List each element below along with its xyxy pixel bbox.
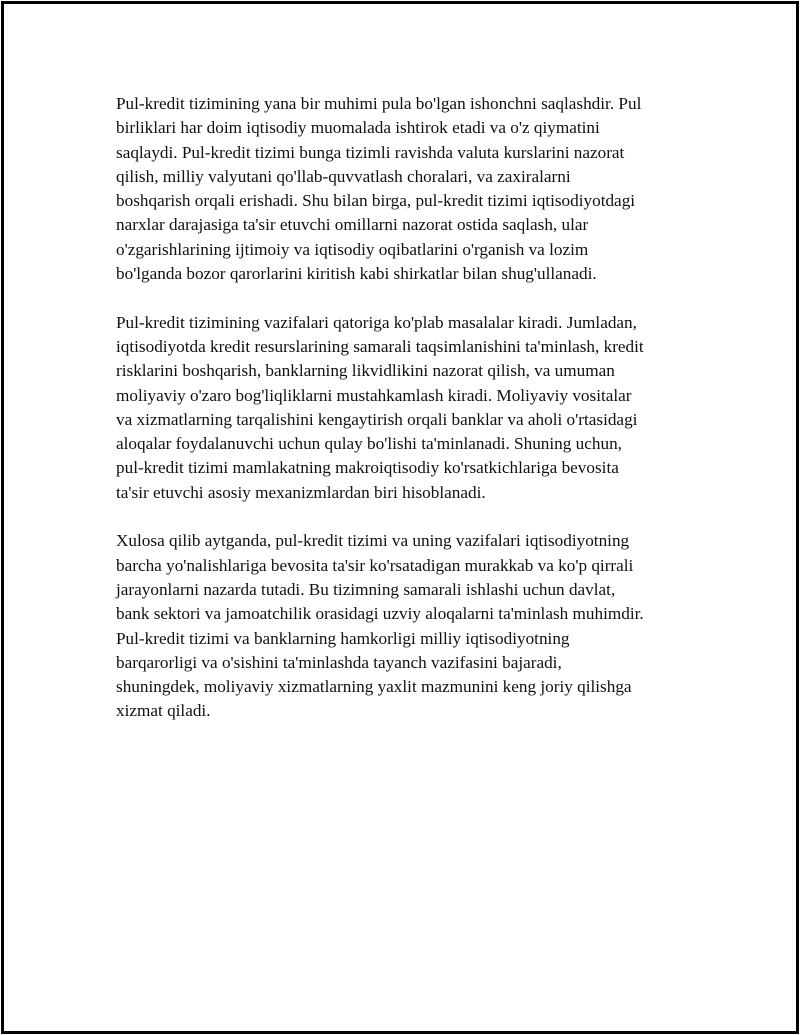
text-line: barqarorligi va o'sishini ta'minlashda tayanch vazifasini bajaradi,: [116, 652, 562, 672]
text-line: barcha yo'nalishlariga bevosita ta'sir ko'rsatadigan murakkab va ko'p qirrali: [116, 555, 634, 575]
text-line: Pul-kredit tizimining vazifalari qatoriga ko'plab masalalar kiradi. Jumladan,: [116, 312, 637, 332]
text-line: aloqalar foydalanuvchi uchun qulay bo'lishi ta'minlanadi. Shuning uchun,: [116, 434, 622, 454]
text-line: jarayonlarni nazarda tutadi. Bu tizimning samarali ishlashi uchun davlat,: [116, 579, 616, 599]
text-line: Xulosa qilib aytganda, pul-kredit tizimi va uning vazifalari iqtisodiyotning: [116, 531, 630, 551]
text-line: birliklari har doim iqtisodiy muomalada ishtirok etadi va o'z qiymatini: [116, 118, 600, 138]
text-line: pul-kredit tizimi mamlakatning makroiqtisodiy ko'rsatkichlariga bevosita: [116, 458, 619, 478]
text-line: xizmat qiladi.: [116, 701, 211, 721]
text-line: va xizmatlarning tarqalishini kengaytirish orqali banklar va aholi o'rtasidagi: [116, 409, 638, 429]
text-line: o'zgarishlarining ijtimoiy va iqtisodiy oqibatlarini o'rganish va lozim: [116, 239, 589, 259]
text-line: boshqarish orqali erishadi. Shu bilan birga, pul-kredit tizimi iqtisodiyotdagi: [116, 191, 636, 211]
text-line: saqlaydi. Pul-kredit tizimi bunga tizimli ravishda valuta kurslarini nazorat: [116, 142, 625, 162]
document-body: [116, 92, 696, 748]
paragraph-3: [116, 529, 696, 723]
text-line: shuningdek, moliyaviy xizmatlarning yaxlit mazmunini keng joriy qilishga: [116, 677, 632, 697]
text-line: Pul-kredit tizimi va banklarning hamkorligi milliy iqtisodiyotning: [116, 628, 570, 648]
text-line: iqtisodiyotda kredit resurslarining samarali taqsimlanishini ta'minlash, kredit: [116, 336, 644, 356]
text-line: ta'sir etuvchi asosiy mexanizmlardan biri hisoblanadi.: [116, 482, 486, 502]
text-line: risklarini boshqarish, banklarning likvidlikini nazorat qilish, va umuman: [116, 361, 615, 381]
text-line: bo'lganda bozor qarorlarini kiritish kabi shirkatlar bilan shug'ullanadi.: [116, 264, 597, 284]
paragraph-1: [116, 92, 696, 286]
paragraph-2: [116, 311, 696, 505]
text-line: narxlar darajasiga ta'sir etuvchi omillarni nazorat ostida saqlash, ular: [116, 215, 589, 235]
text-line: bank sektori va jamoatchilik orasidagi uzviy aloqalarni ta'minlash muhimdir.: [116, 604, 644, 624]
text-line: moliyaviy o'zaro bog'liqliklarni mustahkamlash kiradi. Moliyaviy vositalar: [116, 385, 632, 405]
text-line: qilish, milliy valyutani qo'llab-quvvatlash choralari, va zaxiralarni: [116, 166, 571, 186]
text-line: Pul-kredit tizimining yana bir muhimi pula bo'lgan ishonchni saqlashdir. Pul: [116, 94, 642, 113]
